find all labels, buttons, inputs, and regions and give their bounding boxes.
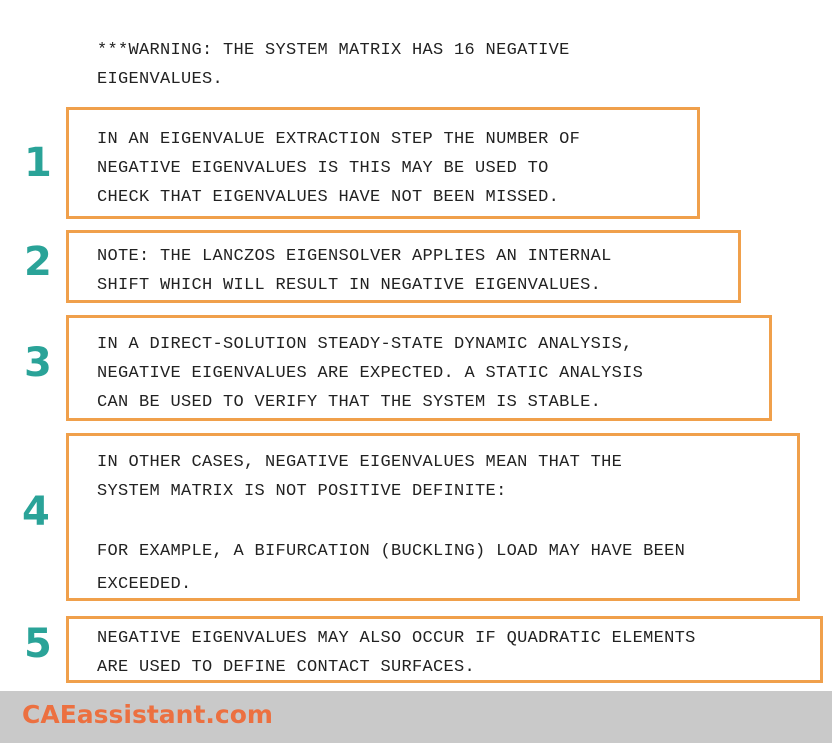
footer-bar xyxy=(0,691,832,743)
note-text-2: NOTE: THE LANCZOS EIGENSOLVER APPLIES AN INTERNAL SHIFT WHICH WILL RESULT IN NEGATIVE EIGENVALUES. xyxy=(97,247,612,295)
note-box-1 xyxy=(66,107,700,219)
item-number-1: 1 xyxy=(24,140,52,186)
note-text-4a: IN OTHER CASES, NEGATIVE EIGENVALUES MEAN THAT THE SYSTEM MATRIX IS NOT POSITIVE DEFINITE: xyxy=(97,453,623,501)
item-number-3: 3 xyxy=(24,340,52,386)
warning-text: ***WARNING: THE SYSTEM MATRIX HAS 16 NEGATIVE EIGENVALUES. xyxy=(97,41,570,89)
note-box-4 xyxy=(66,433,800,601)
note-box-5 xyxy=(66,616,823,683)
note-text-3: IN A DIRECT-SOLUTION STEADY-STATE DYNAMIC ANALYSIS, NEGATIVE EIGENVALUES ARE EXPECTED. A STATIC ANALYSIS CAN BE USED TO VERIFY THAT THE SYSTEM IS STABLE. xyxy=(97,335,644,412)
note-text-4b: FOR EXAMPLE, A BIFURCATION (BUCKLING) LOAD MAY HAVE BEEN EXCEEDED. xyxy=(97,542,686,594)
note-box-2 xyxy=(66,230,741,303)
brand-logo-text[interactable]: CAEassistant.com xyxy=(22,700,273,729)
item-number-2: 2 xyxy=(24,239,52,285)
note-box-3 xyxy=(66,315,772,421)
item-number-5: 5 xyxy=(24,621,52,667)
item-number-4: 4 xyxy=(22,489,50,535)
note-text-1: IN AN EIGENVALUE EXTRACTION STEP THE NUMBER OF NEGATIVE EIGENVALUES IS THIS MAY BE USED TO CHECK THAT EIGENVALUES HAVE NOT BEEN MISSED. xyxy=(97,130,581,207)
note-text-5: NEGATIVE EIGENVALUES MAY ALSO OCCUR IF QUADRATIC ELEMENTS ARE USED TO DEFINE CONTACT SURFACES. xyxy=(97,629,696,677)
